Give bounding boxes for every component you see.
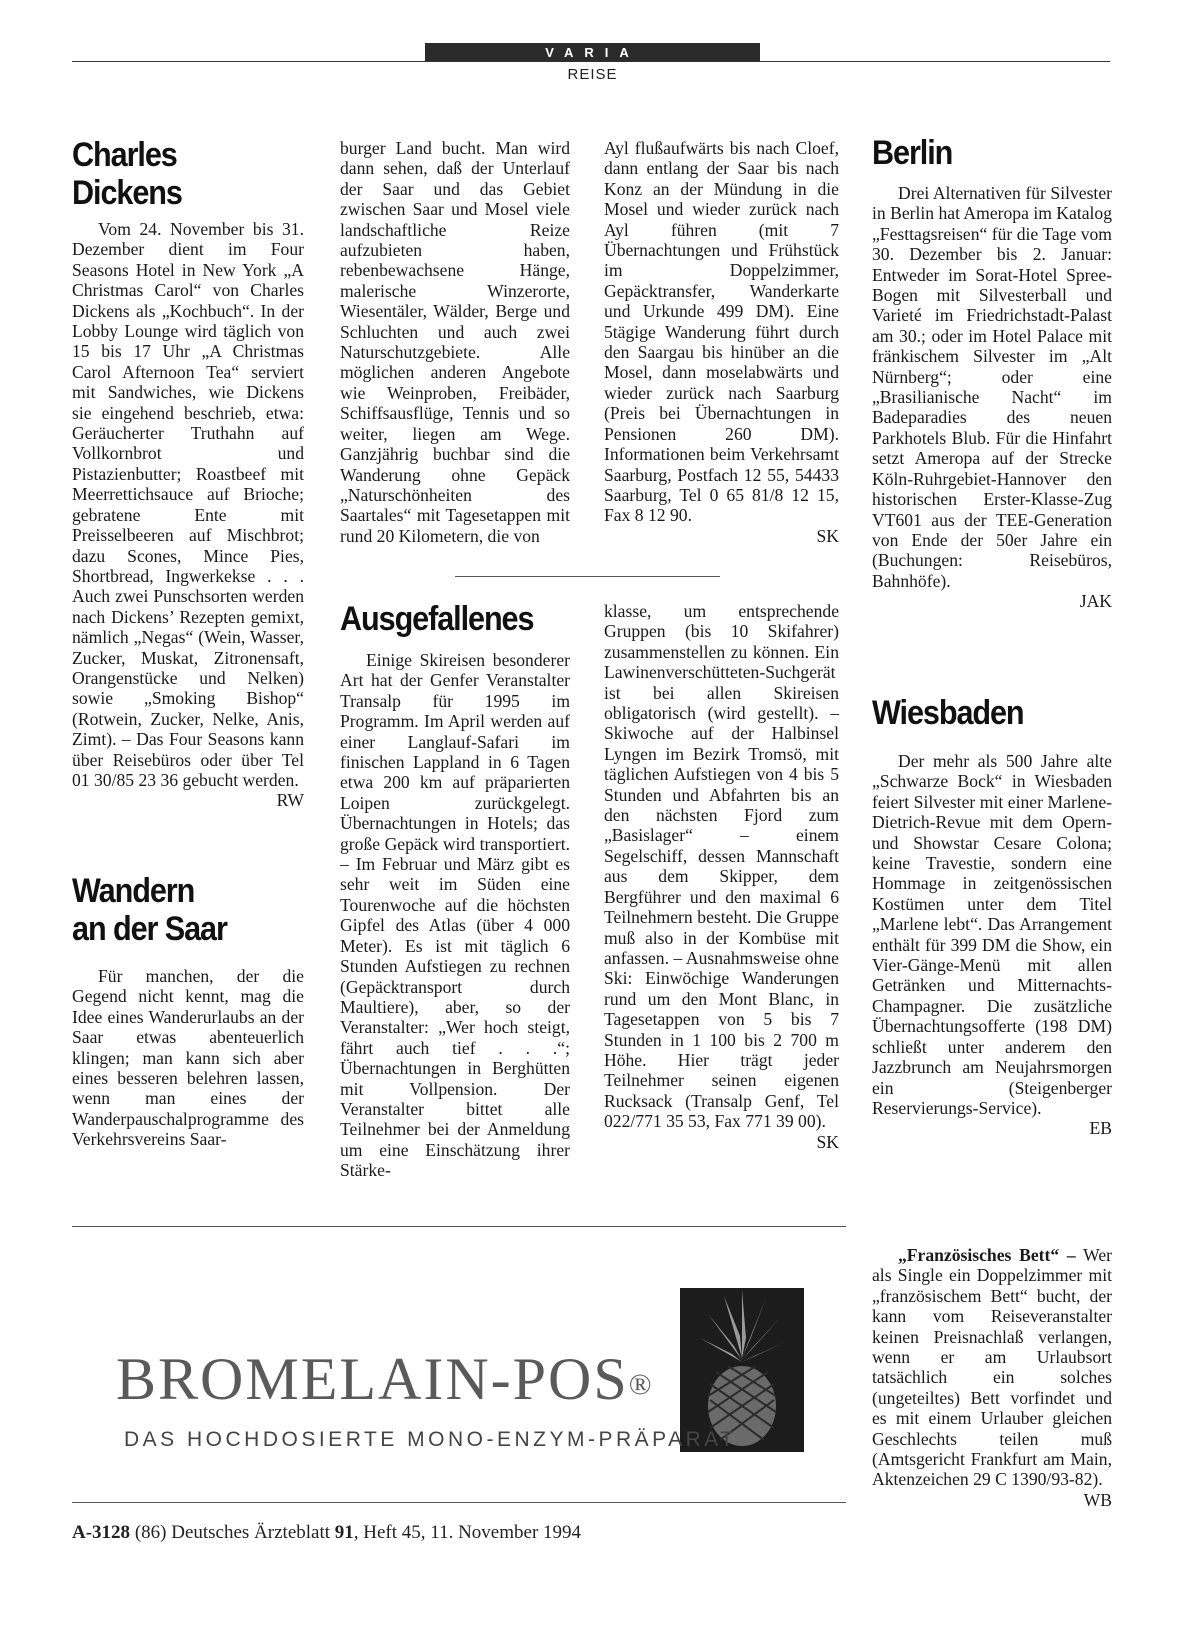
registered-mark: ® <box>628 1368 654 1401</box>
author-initials: SK <box>816 525 839 546</box>
article-body-berlin: Drei Alternativen für Silvester in Berlin hat Ameropa im Katalog „Festtagsreisen“ für die Tage vom 30. Dezember bis 2. Januar: Entweder im Sorat-Hotel Spree-Bogen mit Silvesterball und Varieté im Friedrichstadt-Palast am 30.; oder im Hotel Palace mit fränkischem Silvester im „Alt Nürnberg“; oder eine „Brasilianische Nacht“ im Badeparadies des neuen Parkhotels Blub. Für die Hinfahrt setzt Ameropa auf der Strecke Köln-Ruhrgebiet-Hannover den historischen Erster-Klasse-Zug VT601 aus der TEE-Generation von Ende der 50er Jahre ein (Buchungen: Reisebüros, Bahnhöfe). JAK <box>872 183 1112 612</box>
ad-brand: BROMELAIN-POS® <box>116 1346 654 1412</box>
advertisement <box>72 1226 846 1502</box>
author-initials: JAK <box>1079 591 1112 612</box>
article-body-saar-col2: burger Land bucht. Man wird dann sehen, daß der Unterlauf der Saar und das Gebiet zwischen Saar und Mosel viele landschaftliche Reize aufzubieten haben, rebenbewachsene Hänge, malerische Winzerorte, Wiesentäler, Wälder, Berge und Schluchten und auch zwei Naturschutzgebiete. Alle möglichen anderen Angebote wie Weinproben, Freibäder, Schiffsausflüge, Tennis und so weiter, liegen am Wege. Ganzjährig buchbar sind die Wanderung ohne Gepäck „Naturschönheiten des Saartales“ mit Tagesetappen mit rund 20 Kilometern, die von <box>340 138 570 546</box>
author-initials: WB <box>1083 1489 1112 1510</box>
article-title-dickens: Charles Dickens <box>72 136 182 212</box>
article-title-wiesbaden: Wiesbaden <box>872 694 1024 732</box>
ad-tagline: DAS HOCHDOSIERTE MONO-ENZYM-PRÄPARAT <box>124 1428 737 1451</box>
ad-bottom-rule <box>72 1502 846 1503</box>
article-title-saar: Wandern an der Saar <box>72 872 227 948</box>
article-body-ausgefallenes-col1: Einige Skireisen besonderer Art hat der Genfer Veranstalter Transalp für 1995 im Programm. Im April werden auf einer Langlauf-Safari im finischen Lappland in 6 Tagen etwa 200 km auf präparierten Loipen zurückgelegt. Übernachtungen in Hotels; das große Gepäck wird transportiert. – Im Februar und März gibt es sehr weit im Süden eine Tourenwoche auf die höchsten Gipfel des Atlas (über 4 000 Meter). Es ist mit täglich 6 Stunden Aufstiegen zu rechnen (Gepäcktransport durch Maultiere), aber, so der Veranstalter: „Wer hoch steigt, fährt auch tief . . .“; Übernachtungen in Berghütten mit Vollpension. Der Veranstalter bittet alle Teilnehmer bei der Anmeldung um eine Einschätzung ihrer Stärke- <box>340 650 570 1181</box>
article-body-saar-col3: Ayl flußaufwärts bis nach Cloef, dann entlang der Saar bis nach Konz an der Mündung in die Mosel und wieder zurück nach Ayl führen (mit 7 Übernachtungen und Frühstück im Doppelzimmer, Gepäcktransfer, Wanderkarte und Urkunde 499 DM). Eine 5tägige Wanderung führt durch den Saargau bis hinüber an die Mosel, dann moselabwärts und wieder zurück nach Saarburg (Preis bei Übernachtungen in Pensionen 260 DM). Informationen beim Verkehrsamt Saarburg, Postfach 12 55, 54433 Saarburg, Tel 0 65 81/8 12 15, Fax 8 12 90. SK <box>604 138 839 546</box>
footer-issue: , Heft 45, 11. November 1994 <box>353 1522 582 1543</box>
author-initials: RW <box>276 790 304 811</box>
footer-journal: (86) Deutsches Ärzteblatt <box>134 1522 331 1543</box>
section-rule <box>455 576 720 577</box>
header-section: REISE <box>567 66 618 83</box>
footer-volume: 91 <box>334 1522 354 1543</box>
article-body-ausgefallenes-col2: klasse, um entsprechende Gruppen (bis 10 Skifahrer) zusammenstellen zu können. Ein Lawinenverschütteten-Suchgerät ist bei allen Skireisen obligatorisch (wird gestellt). – Skiwoche auf der Halbinsel Lyngen im Bezirk Tromsö, mit täglichen Aufstiegen von 4 bis 5 Stunden und Abfahrten bis an den nächsten Fjord zum „Basislager“ – einem Segelschiff, dessen Mannschaft aus dem Skipper, dem Bergführer und den maximal 6 Teilnehmern besteht. Die Gruppe muß also in der Kombüse mit anfassen. – Ausnahmsweise ohne Ski: Einwöchige Wanderungen rund um den Mont Blanc, in Tagesetappen von 5 bis 7 Stunden in 1 100 bis 2 700 m Höhe. Hier trägt jeder Teilnehmer seinen eigenen Rucksack (Transalp Genf, Tel 022/771 35 53, Fax 771 39 00). SK <box>604 601 839 1152</box>
page-footer <box>72 1522 581 1544</box>
article-lead-bett: „Französisches Bett“ – <box>898 1245 1076 1265</box>
article-body-saar-col1: Für manchen, der die Gegend nicht kennt, mag die Idee eines Wanderurlaubs an der Saar etwas abenteuerlich klingen; man kann sich aber eines besseren belehren lassen, wenn man eines der Wanderpauschalprogramme des Verkehrsvereins Saar- <box>72 966 304 1150</box>
header-kicker: VARIA <box>545 45 640 60</box>
article-title-ausgefallenes: Ausgefallenes <box>340 600 534 638</box>
article-body-wiesbaden: Der mehr als 500 Jahre alte „Schwarze Bock“ in Wiesbaden feiert Silvester mit einer Marlene-Dietrich-Revue mit dem Opern- und Showstar Cesare Colona; keine Travestie, sondern eine Hommage in zeitgenössischen Kostümen unter dem Titel „Marlene lebt“. Das Arrangement enthält für 399 DM die Show, ein Vier-Gänge-Menü mit allen Getränken und Mitternachts-Champagner. Die zusätzliche Übernachtungsofferte (198 DM) schließt unter anderem den Jazzbrunch am Neujahrsmorgen ein (Steigenberger Reservierungs-Service). EB <box>872 751 1112 1139</box>
page-number: A-3128 <box>72 1522 131 1543</box>
author-initials: EB <box>1089 1118 1112 1139</box>
article-body-bett: „Französisches Bett“ – Wer als Single ein Doppelzimmer mit „französischem Bett“ bucht, der kann vom Reiseveranstalter keinen Preisnachlaß verlangen, wenn er am Urlaubsort tatsächlich ein solches (ungeteiltes) Bett vorfindet und es mit einem Urlauber gleichen Geschlechts teilen muß (Amtsgericht Frankfurt am Main, Aktenzeichen 29 C 1390/93-82). WB <box>872 1245 1112 1510</box>
article-body-dickens: Vom 24. November bis 31. Dezember dient im Four Seasons Hotel in New York „A Christmas Carol“ von Charles Dickens als „Kochbuch“. In der Lobby Lounge wird täglich von 15 bis 17 Uhr „A Christmas Carol Afternoon Tea“ serviert mit Sandwiches, wie Dickens sie eingehend beschrieb, etwa: Geräucherter Truthahn auf Vollkornbrot und Pistazienbutter; Roastbeef mit Meerrettichsauce auf Brioche; gebratene Ente mit Preisselbeeren auf Mischbrot; dazu Scones, Mince Pies, Shortbread, Ingwerkekse . . . Auch zwei Punschsorten werden nach Dickens’ Rezepten gemixt, nämlich „Negas“ (Wein, Wasser, Zucker, Muskat, Zitronensaft, Orangenstücke und Nelken) sowie „Smoking Bishop“ (Rotwein, Zucker, Nelke, Anis, Zimt). – Das Four Seasons kann über Reisebüros oder über Tel 01 30/85 23 36 gebucht werden. RW <box>72 219 304 811</box>
author-initials: SK <box>816 1131 839 1152</box>
article-title-berlin: Berlin <box>872 134 953 172</box>
